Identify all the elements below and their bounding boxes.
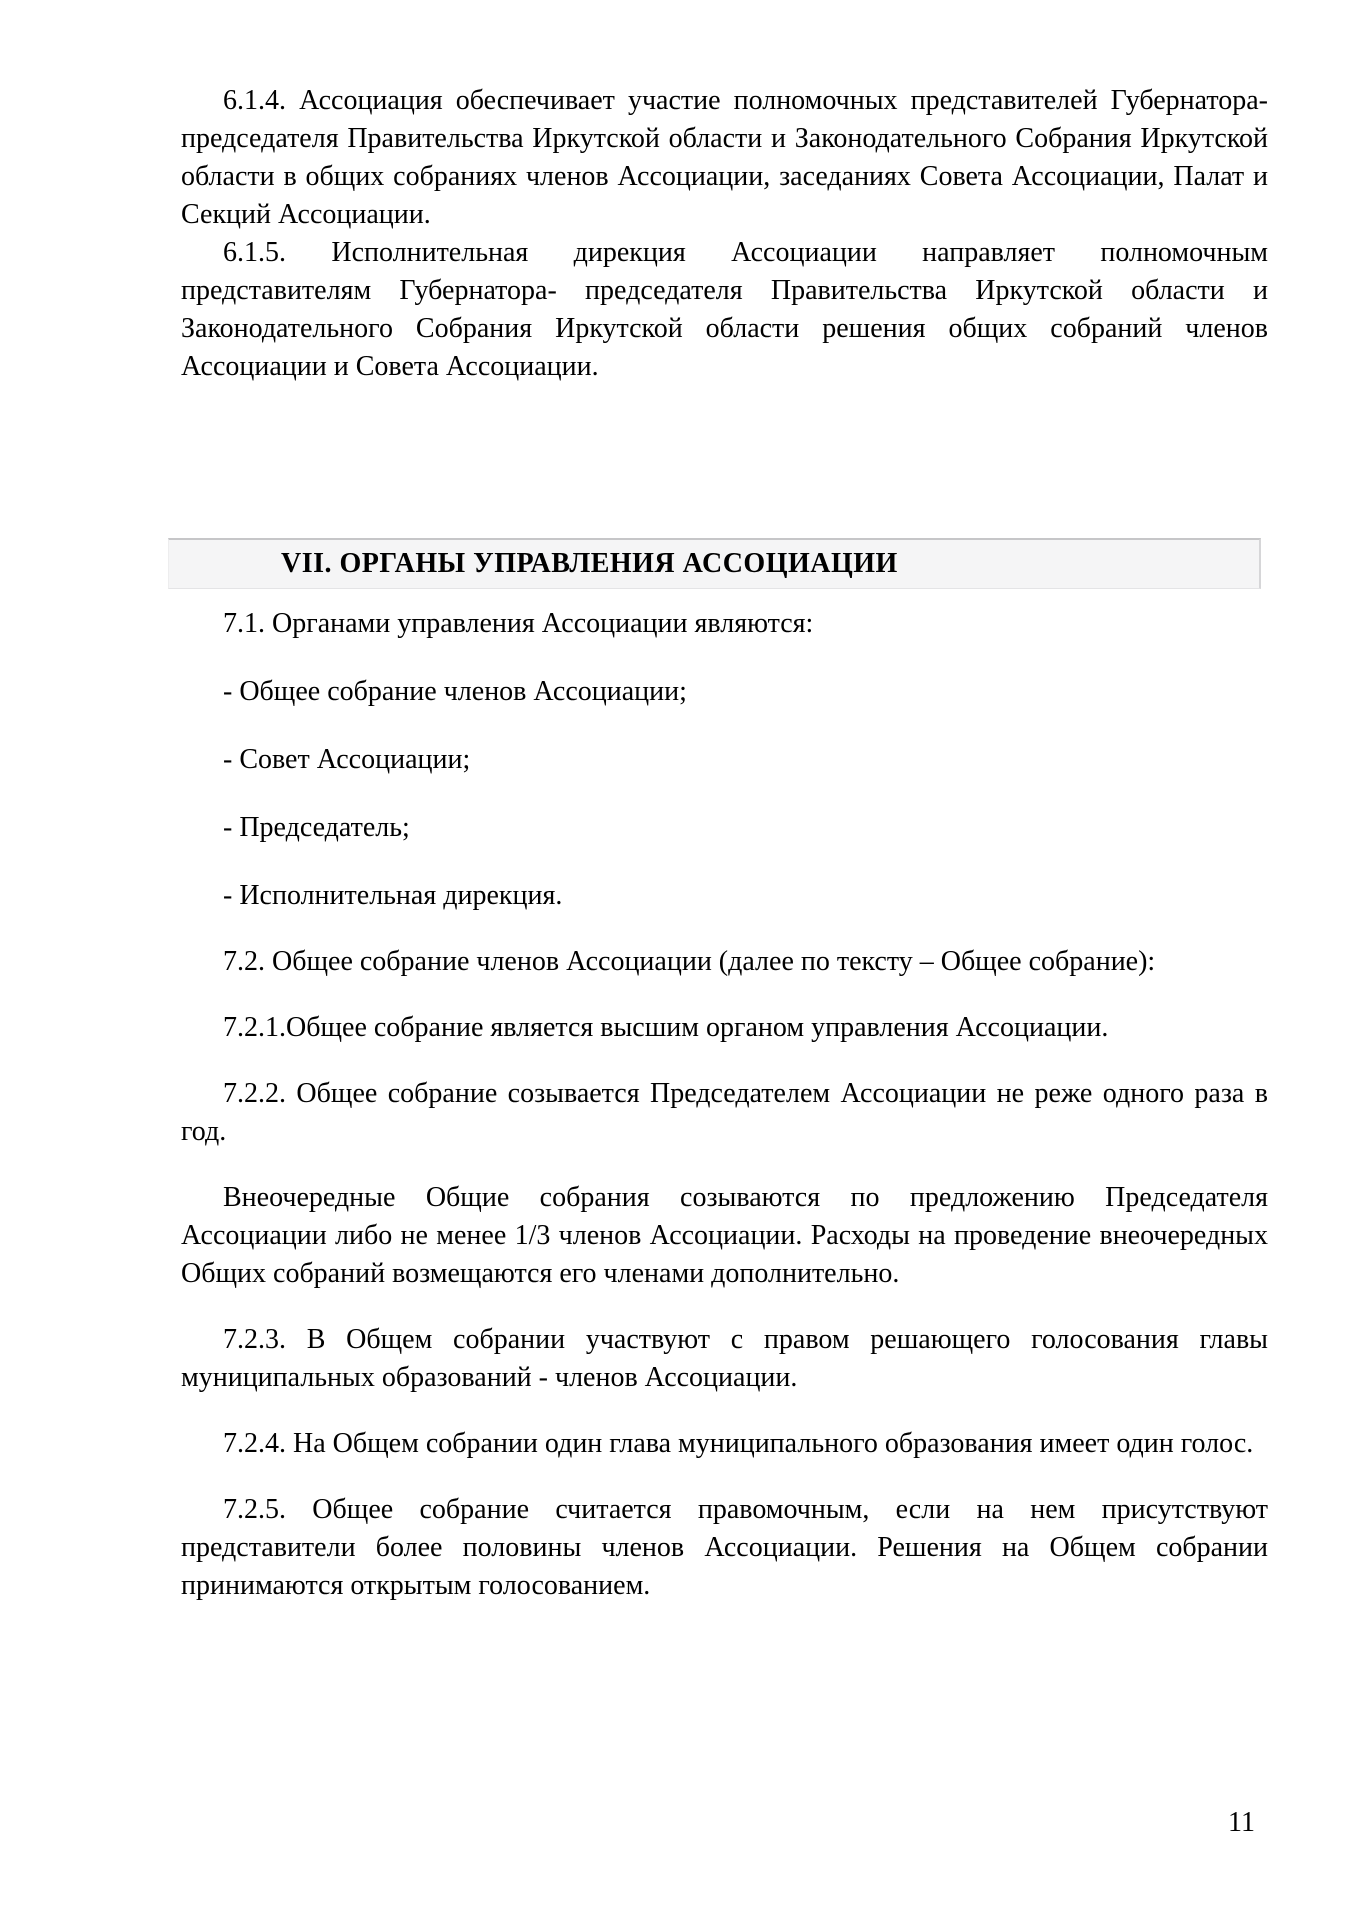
paragraph-7-2-1: 7.2.1.Общее собрание является высшим органом управления Ассоциации. — [223, 1012, 1109, 1043]
paragraph-7-2-2-extraordinary: Внеочередные Общие собрания созываются по предложению Председателя Ассоциации либо не менее 1/3 членов Ассоциации. Расходы на проведение внеочередных Общих собраний возмещаются его членами дополнительно. — [181, 1182, 1268, 1289]
list-item-council: - Совет Ассоциации; — [223, 744, 471, 775]
paragraph-6-1-4: 6.1.4. Ассоциация обеспечивает участие полномочных представителей Губернатора- председателя Правительства Иркутской области и Законодательного Собрания Иркутской области в общих собраниях членов Ассоциации, заседаниях Совета Ассоциации, Палат и Секций Ассоциации. — [181, 85, 1268, 230]
paragraph-7-2-5: 7.2.5. Общее собрание считается правомочным, если на нем присутствуют представители более половины членов Ассоциации. Решения на Общем собрании принимаются открытым голосованием. — [181, 1494, 1268, 1601]
section-heading-highlight — [168, 538, 1261, 589]
list-item-chairman: - Председатель; — [223, 812, 410, 843]
page-number: 11 — [1228, 1807, 1255, 1838]
document-text-block — [168, 82, 1268, 1605]
paragraph-7-2: 7.2. Общее собрание членов Ассоциации (далее по тексту – Общее собрание): — [223, 946, 1156, 977]
paragraph-7-2-2: 7.2.2. Общее собрание созывается Председателем Ассоциации не реже одного раза в год. — [181, 1078, 1268, 1147]
section-heading: VII. ОРГАНЫ УПРАВЛЕНИЯ АССОЦИАЦИИ — [281, 548, 898, 579]
paragraph-7-2-3: 7.2.3. В Общем собрании участвуют с правом решающего голосования главы муниципальных образований - членов Ассоциации. — [181, 1324, 1268, 1393]
list-item-executive-directorate: - Исполнительная дирекция. — [223, 880, 563, 911]
list-item-general-meeting: - Общее собрание членов Ассоциации; — [223, 676, 687, 707]
paragraph-6-1-5: 6.1.5. Исполнительная дирекция Ассоциации направляет полномочным представителям Губернатора- председателя Правительства Иркутской области и Законодательного Собрания Иркутской области решения общих собраний членов Ассоциации и Совета Ассоциации. — [181, 237, 1268, 382]
paragraph-7-1: 7.1. Органами управления Ассоциации являются: — [223, 608, 814, 639]
paragraph-7-2-4: 7.2.4. На Общем собрании один глава муниципального образования имеет один голос. — [223, 1428, 1254, 1459]
